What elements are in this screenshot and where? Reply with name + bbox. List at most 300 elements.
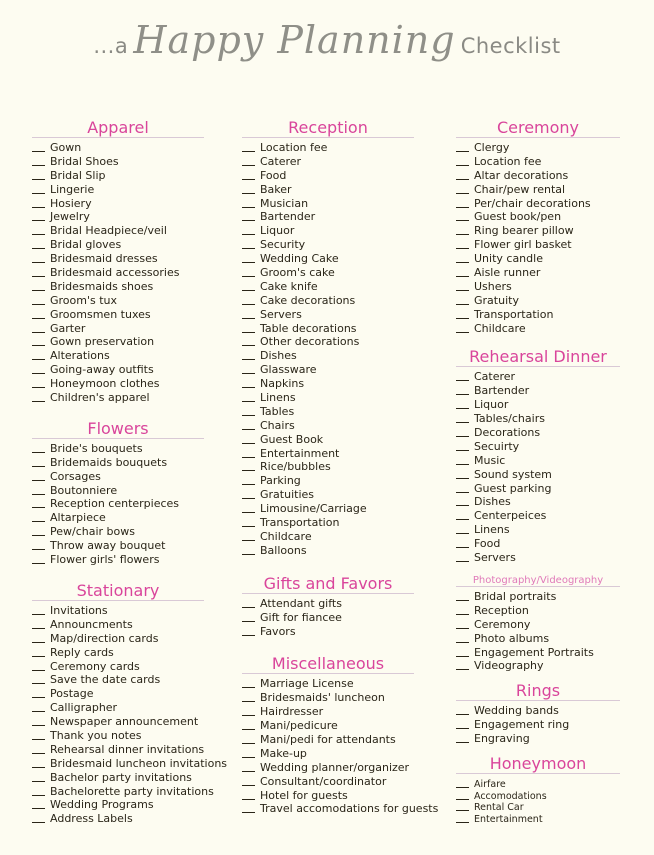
- checklist-item-label: Bachelorette party invitations: [50, 784, 214, 798]
- checkbox-line[interactable]: [456, 552, 469, 562]
- checkbox-line[interactable]: [32, 485, 45, 495]
- checklist-item: [32, 743, 204, 757]
- checklist-item-label: Entertainment: [474, 813, 543, 825]
- checkbox-line[interactable]: [456, 455, 469, 465]
- title-prefix: ...a: [93, 34, 129, 58]
- checkbox-line[interactable]: [242, 448, 255, 458]
- checklist-item-label: Tables/chairs: [474, 412, 545, 426]
- checkbox-line[interactable]: [242, 239, 255, 249]
- checklist-item: [242, 335, 414, 349]
- checklist-item: [242, 391, 414, 405]
- checklist-item: [456, 523, 620, 537]
- checklist-item-label: Boutonniere: [50, 483, 118, 497]
- checklist-item-label: Other decorations: [260, 335, 360, 349]
- checklist-item: [456, 537, 620, 551]
- checkbox-line[interactable]: [32, 540, 45, 550]
- checkbox-line[interactable]: [32, 526, 45, 536]
- checklist-item: [242, 625, 414, 639]
- checklist-item-label: Bridesmaids shoes: [50, 279, 154, 293]
- checkbox-line[interactable]: [456, 295, 469, 305]
- checklist-item: [242, 775, 414, 789]
- checklist-item-label: Dishes: [260, 349, 297, 363]
- checklist: [242, 141, 414, 558]
- checklist: [242, 677, 439, 816]
- checklist-item: [32, 553, 204, 567]
- checklist-item-label: Limousine/Carriage: [260, 502, 367, 516]
- checklist-item-label: Linens: [260, 391, 296, 405]
- checkbox-line[interactable]: [456, 591, 469, 601]
- checkbox-line[interactable]: [242, 184, 255, 194]
- checklist-item: [32, 771, 204, 785]
- checkbox-line[interactable]: [32, 619, 45, 629]
- checklist-item-label: Childcare: [474, 321, 526, 335]
- checklist-item: [242, 474, 414, 488]
- checkbox-line[interactable]: [456, 719, 469, 729]
- checkbox-line[interactable]: [242, 253, 255, 263]
- checklist-item: [456, 551, 620, 565]
- checklist-item-label: Bachelor party invitations: [50, 770, 192, 784]
- checkbox-line[interactable]: [242, 720, 255, 730]
- checklist-item-label: Save the date cards: [50, 673, 161, 687]
- checklist-item: [242, 210, 414, 224]
- checklist-item-label: Location fee: [474, 154, 542, 168]
- section-rings: [456, 681, 620, 746]
- checklist-item: [32, 798, 204, 812]
- checkbox-line[interactable]: [32, 647, 45, 657]
- checklist-item-label: Newspaper announcement: [50, 715, 199, 729]
- checklist-item: [242, 169, 414, 183]
- checklist-item: [456, 440, 620, 454]
- checklist-item-label: Parking: [260, 474, 301, 488]
- checkbox-line[interactable]: [456, 633, 469, 643]
- checkbox-line[interactable]: [242, 156, 255, 166]
- checklist-item-label: Bridal Headpiece/veil: [50, 224, 167, 238]
- checklist-item-label: Reception: [474, 603, 529, 617]
- checkbox-line[interactable]: [456, 647, 469, 657]
- checklist-item-label: Altarpiece: [50, 511, 106, 525]
- checkbox-line[interactable]: [456, 323, 469, 333]
- checkbox-line[interactable]: [456, 538, 469, 548]
- checklist-item: [456, 280, 620, 294]
- section-gifts-and-favors: [242, 574, 414, 639]
- checkbox-line[interactable]: [242, 434, 255, 444]
- checkbox-line[interactable]: [456, 469, 469, 479]
- checkbox-line[interactable]: [242, 776, 255, 786]
- checklist-item: [32, 210, 204, 224]
- checklist-item: [242, 377, 414, 391]
- checkbox-line[interactable]: [32, 378, 45, 388]
- checklist-column-3: [456, 118, 620, 823]
- checkbox-line[interactable]: [32, 813, 45, 823]
- checkbox-line[interactable]: [242, 531, 255, 541]
- checkbox-line[interactable]: [456, 790, 469, 800]
- checkbox-line[interactable]: [32, 554, 45, 564]
- checklist-item: [32, 335, 204, 349]
- checkbox-line[interactable]: [32, 688, 45, 698]
- checkbox-line[interactable]: [242, 406, 255, 416]
- checklist-item: [242, 252, 414, 266]
- checklist-item-label: Glassware: [260, 363, 317, 377]
- checklist-item-label: Tables: [260, 404, 295, 418]
- checklist-item: [242, 502, 414, 516]
- checklist-item: [32, 266, 204, 280]
- checkbox-line[interactable]: [242, 378, 255, 388]
- checkbox-line[interactable]: [32, 211, 45, 221]
- section-heading: Rings: [456, 681, 620, 701]
- checklist-item: [242, 677, 414, 691]
- checklist-item-label: Security: [260, 238, 306, 252]
- checklist-item: [456, 169, 620, 183]
- checklist-item-label: Decorations: [474, 426, 541, 440]
- checklist: [32, 141, 204, 405]
- checklist-item-label: Childcare: [260, 529, 312, 543]
- checkbox-line[interactable]: [32, 323, 45, 333]
- checklist-item-label: Bridesmaids' luncheon: [260, 691, 385, 705]
- checklist-item-label: Bartender: [474, 384, 530, 398]
- checklist-item-label: Clergy: [474, 141, 510, 154]
- checklist-item: [242, 433, 414, 447]
- checklist-item: [32, 539, 204, 553]
- checkbox-line[interactable]: [242, 517, 255, 527]
- checkbox-line[interactable]: [32, 281, 45, 291]
- checkbox-line[interactable]: [32, 471, 45, 481]
- checkbox-line[interactable]: [32, 744, 45, 754]
- checklist-item-label: Bridal portraits: [474, 589, 557, 603]
- checklist-item-label: Groom's tux: [50, 293, 118, 307]
- checklist-item-label: Hosiery: [50, 196, 92, 210]
- checkbox-line[interactable]: [32, 156, 45, 166]
- checklist-item: [32, 155, 204, 169]
- checklist-item: [456, 812, 620, 824]
- checklist-item: [242, 611, 414, 625]
- checkbox-line[interactable]: [456, 385, 469, 395]
- checklist-item-label: Linens: [474, 523, 510, 537]
- checklist-item: [456, 426, 620, 440]
- checkbox-line[interactable]: [456, 778, 469, 788]
- checkbox-line[interactable]: [32, 364, 45, 374]
- checkbox-line[interactable]: [242, 734, 255, 744]
- checklist-item-label: Dishes: [474, 495, 511, 509]
- checkbox-line[interactable]: [32, 392, 45, 402]
- checklist-item-label: Transportation: [260, 516, 340, 530]
- checklist-item: [32, 308, 204, 322]
- checkbox-line[interactable]: [32, 661, 45, 671]
- checkbox-line[interactable]: [32, 142, 45, 152]
- checkbox-line[interactable]: [32, 674, 45, 684]
- checklist-item: [456, 646, 620, 660]
- checkbox-line[interactable]: [456, 801, 469, 811]
- checklist-item: [242, 802, 439, 816]
- checkbox-line[interactable]: [456, 483, 469, 493]
- checkbox-line[interactable]: [456, 184, 469, 194]
- checkbox-line[interactable]: [242, 475, 255, 485]
- checklist-item: [32, 525, 204, 539]
- checkbox-line[interactable]: [456, 211, 469, 221]
- checklist-item: [32, 349, 204, 363]
- page-title: [0, 18, 654, 62]
- checklist-item: [32, 701, 204, 715]
- section-heading: Reception: [242, 118, 414, 138]
- checkbox-line[interactable]: [456, 225, 469, 235]
- checklist-item-label: Groom's cake: [260, 266, 335, 280]
- checkbox-line[interactable]: [242, 790, 255, 800]
- checkbox-line[interactable]: [242, 612, 255, 622]
- checkbox-line[interactable]: [32, 730, 45, 740]
- checklist-item: [242, 705, 414, 719]
- checklist-item-label: Airfare: [474, 778, 506, 790]
- checklist-item-label: Hotel for guests: [260, 788, 348, 802]
- checklist-item-label: Travel accomodations for guests: [260, 802, 439, 816]
- checklist-item: [242, 419, 414, 433]
- checkbox-line[interactable]: [242, 598, 255, 608]
- checkbox-line[interactable]: [32, 758, 45, 768]
- checklist-item-label: Bridal gloves: [50, 238, 122, 252]
- checkbox-line[interactable]: [456, 524, 469, 534]
- checklist-item-label: Rental Car: [474, 802, 524, 814]
- checkbox-line[interactable]: [456, 705, 469, 715]
- checkbox-line[interactable]: [242, 350, 255, 360]
- checklist-item-label: Chair/pew rental: [474, 182, 566, 196]
- checkbox-line[interactable]: [32, 605, 45, 615]
- checklist-column-2: [242, 118, 439, 816]
- checklist-item: [242, 460, 414, 474]
- checkbox-line[interactable]: [456, 813, 469, 823]
- checkbox-line[interactable]: [456, 441, 469, 451]
- checkbox-line[interactable]: [456, 496, 469, 506]
- checklist-item: [456, 509, 620, 523]
- checkbox-line[interactable]: [456, 142, 469, 152]
- checklist-item-label: Ceremony cards: [50, 659, 140, 673]
- checkbox-line[interactable]: [242, 170, 255, 180]
- section-honeymoon: [456, 754, 620, 823]
- checkbox-line[interactable]: [242, 489, 255, 499]
- checklist-item: [32, 618, 204, 632]
- checkbox-line[interactable]: [242, 211, 255, 221]
- checklist-item-label: Reply cards: [50, 645, 114, 659]
- checkbox-line[interactable]: [242, 762, 255, 772]
- section-reception: [242, 118, 414, 558]
- checkbox-line[interactable]: [456, 619, 469, 629]
- section-heading: Honeymoon: [456, 754, 620, 774]
- checklist-item-label: Bridesmaid dresses: [50, 252, 158, 266]
- checkbox-line[interactable]: [32, 799, 45, 809]
- checkbox-line[interactable]: [456, 267, 469, 277]
- checklist-item: [456, 618, 620, 632]
- checklist-item: [32, 322, 204, 336]
- checklist-item: [242, 516, 414, 530]
- checklist-item-label: Throw away bouquet: [50, 539, 166, 553]
- checklist-item: [242, 141, 414, 155]
- checklist-item: [32, 511, 204, 525]
- checkbox-line[interactable]: [242, 198, 255, 208]
- checklist-item-label: Liquor: [260, 224, 295, 238]
- checklist-item-label: Ring bearer pillow: [474, 224, 574, 238]
- checkbox-line[interactable]: [242, 678, 255, 688]
- checklist-item: [32, 660, 204, 674]
- checkbox-line[interactable]: [242, 267, 255, 277]
- checklist-item-label: Bridemaids bouquets: [50, 455, 168, 469]
- checkbox-line[interactable]: [242, 309, 255, 319]
- checklist-item: [456, 370, 620, 384]
- checkbox-line[interactable]: [32, 716, 45, 726]
- checklist: [456, 777, 620, 823]
- checklist-item: [242, 224, 414, 238]
- checkbox-line[interactable]: [32, 443, 45, 453]
- checkbox-line[interactable]: [32, 295, 45, 305]
- checkbox-line[interactable]: [456, 733, 469, 743]
- checkbox-line[interactable]: [456, 239, 469, 249]
- checkbox-line[interactable]: [32, 702, 45, 712]
- checklist-item-label: Cake knife: [260, 279, 318, 293]
- checkbox-line[interactable]: [242, 626, 255, 636]
- checkbox-line[interactable]: [456, 427, 469, 437]
- checkbox-line[interactable]: [242, 692, 255, 702]
- checkbox-line[interactable]: [32, 170, 45, 180]
- checkbox-line[interactable]: [456, 198, 469, 208]
- checklist-item: [242, 691, 414, 705]
- checkbox-line[interactable]: [242, 364, 255, 374]
- checklist-item-label: Unity candle: [474, 252, 543, 266]
- checklist-item: [32, 294, 204, 308]
- checklist-item: [242, 719, 414, 733]
- checklist-item: [32, 363, 204, 377]
- section-heading: Stationary: [32, 581, 204, 601]
- checklist-item-label: Flower girl basket: [474, 238, 572, 252]
- checkbox-line[interactable]: [456, 309, 469, 319]
- checkbox-line[interactable]: [456, 170, 469, 180]
- checklist-item: [32, 377, 204, 391]
- checklist-item: [456, 322, 620, 336]
- checkbox-line[interactable]: [242, 503, 255, 513]
- checkbox-line[interactable]: [242, 281, 255, 291]
- checkbox-line[interactable]: [242, 420, 255, 430]
- checklist-item-label: Rehearsal dinner invitations: [50, 742, 205, 756]
- checkbox-line[interactable]: [32, 225, 45, 235]
- checkbox-line[interactable]: [32, 512, 45, 522]
- checklist-item-label: Servers: [474, 551, 516, 565]
- checklist-item-label: Wedding bands: [474, 704, 559, 718]
- checkbox-line[interactable]: [456, 156, 469, 166]
- section-stationary: [32, 580, 228, 826]
- section-rehearsal-dinner: [456, 347, 620, 564]
- section-heading: Photography/Videography: [456, 575, 620, 587]
- checkbox-line[interactable]: [456, 399, 469, 409]
- section-heading: Apparel: [32, 118, 204, 138]
- checklist-item: [32, 169, 204, 183]
- checkbox-line[interactable]: [242, 461, 255, 471]
- checklist-item-label: Address Labels: [50, 812, 133, 826]
- checklist-item: [242, 405, 414, 419]
- checklist-item-label: Per/chair decorations: [474, 196, 591, 210]
- checkbox-line[interactable]: [32, 184, 45, 194]
- checkbox-line[interactable]: [242, 336, 255, 346]
- checklist-item-label: Map/direction cards: [50, 631, 159, 645]
- checklist-item-label: Balloons: [260, 543, 307, 557]
- checklist-item: [242, 294, 414, 308]
- checklist-item-label: Announcments: [50, 617, 133, 631]
- checkbox-line[interactable]: [242, 142, 255, 152]
- checklist-item: [456, 704, 620, 718]
- checklist-item-label: Mani/pedicure: [260, 719, 338, 733]
- section-heading: Gifts and Favors: [242, 574, 414, 594]
- checkbox-line[interactable]: [242, 545, 255, 555]
- checklist-item-label: Music: [474, 453, 506, 467]
- checkbox-line[interactable]: [456, 371, 469, 381]
- checklist-item: [242, 733, 414, 747]
- checkbox-line[interactable]: [242, 225, 255, 235]
- checklist-item-label: Musician: [260, 196, 309, 210]
- checklist-item: [242, 761, 414, 775]
- checklist-item: [32, 497, 204, 511]
- checkbox-line[interactable]: [242, 323, 255, 333]
- checklist-item: [242, 789, 414, 803]
- checkbox-line[interactable]: [32, 253, 45, 263]
- title-script: Happy Planning: [133, 18, 456, 62]
- checklist-item-label: Bridal Shoes: [50, 154, 119, 168]
- checkbox-line[interactable]: [242, 748, 255, 758]
- checklist-item-label: Calligrapher: [50, 701, 118, 715]
- checklist-item: [242, 155, 414, 169]
- checklist-item-label: Postage: [50, 687, 94, 701]
- title-suffix: Checklist: [460, 34, 561, 58]
- section-heading: Miscellaneous: [242, 654, 414, 674]
- checklist-item-label: Ushers: [474, 279, 512, 293]
- checkbox-line[interactable]: [32, 239, 45, 249]
- section-heading: Rehearsal Dinner: [456, 347, 620, 367]
- checkbox-line[interactable]: [456, 281, 469, 291]
- checklist-item: [456, 777, 620, 789]
- checkbox-line[interactable]: [32, 198, 45, 208]
- checklist-item: [32, 715, 204, 729]
- section-heading: Flowers: [32, 419, 204, 439]
- checklist-item: [456, 732, 620, 746]
- checklist-item-label: Chairs: [260, 418, 295, 432]
- checklist-item: [242, 597, 414, 611]
- checkbox-line[interactable]: [242, 706, 255, 716]
- section-photography-videography: [456, 575, 620, 673]
- checkbox-line[interactable]: [32, 309, 45, 319]
- checkbox-line[interactable]: [32, 457, 45, 467]
- checklist-item-label: Jewelry: [50, 210, 90, 224]
- checklist-item-label: Wedding planner/organizer: [260, 760, 410, 774]
- checkbox-line[interactable]: [456, 253, 469, 263]
- checklist-item: [242, 747, 414, 761]
- checkbox-line[interactable]: [32, 498, 45, 508]
- checklist-item: [32, 756, 228, 771]
- checklist-item-label: Caterer: [474, 370, 516, 384]
- checkbox-line[interactable]: [242, 803, 255, 813]
- checkbox-line[interactable]: [456, 510, 469, 520]
- section-heading: Ceremony: [456, 118, 620, 138]
- checklist-item-label: Marriage License: [260, 677, 354, 691]
- checkbox-line[interactable]: [32, 267, 45, 277]
- checkbox-line[interactable]: [242, 392, 255, 402]
- checkbox-line[interactable]: [32, 336, 45, 346]
- checkbox-line[interactable]: [32, 633, 45, 643]
- checklist-item: [32, 784, 214, 799]
- checklist-item-label: Gown preservation: [50, 335, 155, 349]
- checklist-item: [242, 280, 414, 294]
- checkbox-line[interactable]: [456, 660, 469, 670]
- checkbox-line[interactable]: [32, 786, 45, 796]
- checkbox-line[interactable]: [456, 413, 469, 423]
- checkbox-line[interactable]: [32, 350, 45, 360]
- section-flowers: [32, 419, 204, 567]
- checkbox-line[interactable]: [242, 295, 255, 305]
- checkbox-line[interactable]: [456, 605, 469, 615]
- checklist-item: [242, 197, 414, 211]
- checkbox-line[interactable]: [32, 772, 45, 782]
